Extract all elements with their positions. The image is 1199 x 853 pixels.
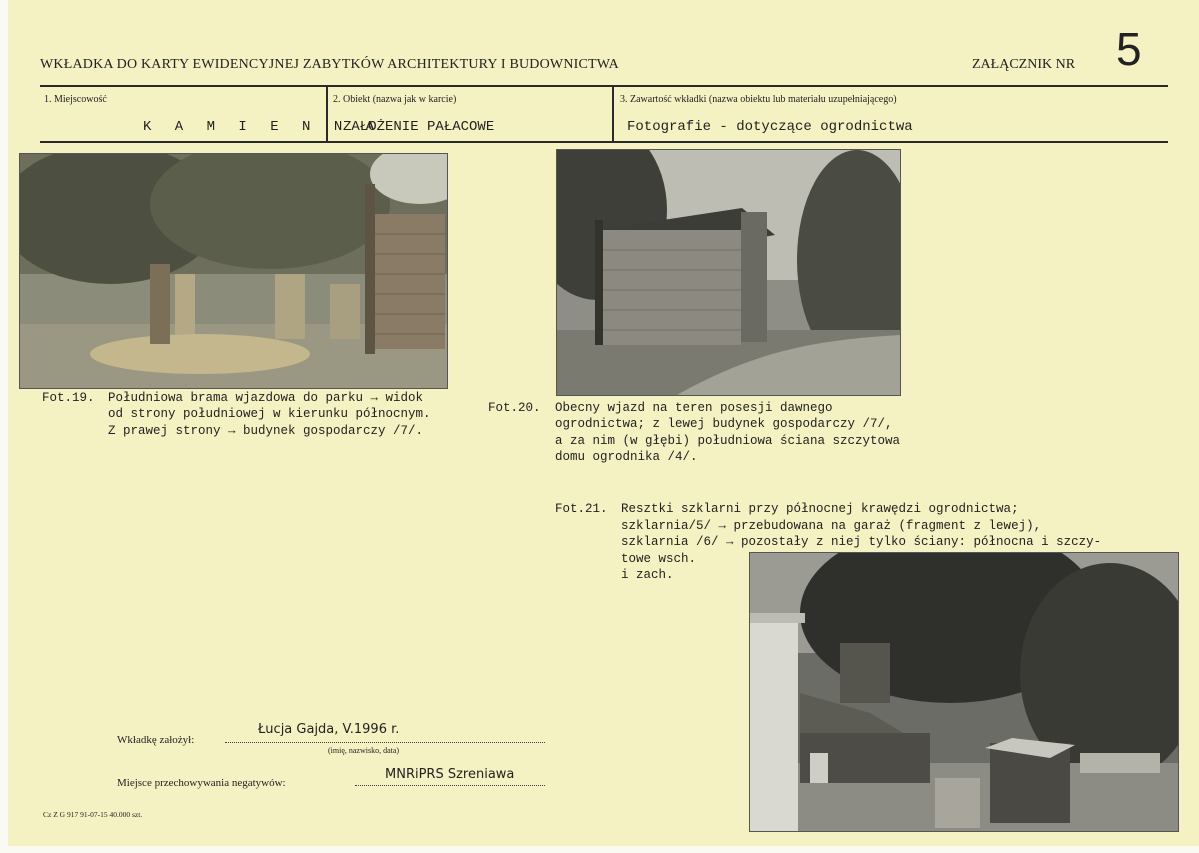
photo-20-image <box>557 150 900 395</box>
caption-fot21-line2: szklarnia/5/ → przebudowana na garaż (fragment z lewej), <box>621 519 1042 533</box>
caption-fot20-line1: Obecny wjazd na teren posesji dawnego <box>555 401 833 415</box>
storage-line <box>355 785 545 786</box>
caption-fot21-number: Fot.21. <box>555 502 608 516</box>
caption-fot20-number: Fot.20. <box>488 401 541 415</box>
content-value: Fotografie - dotyczące ogrodnictwa <box>627 119 913 135</box>
photo-21-image <box>750 553 1178 831</box>
scan-edge-left <box>0 0 8 853</box>
object-label: 2. Obiekt (nazwa jak w karcie) <box>333 94 457 105</box>
photo-19 <box>19 153 448 389</box>
field-divider-2 <box>612 87 614 141</box>
print-code: Cz Z G 917 91-07-15 40.000 szt. <box>43 810 143 819</box>
header-rule-top <box>40 85 1168 87</box>
caption-fot19-line1: Południowa brama wjazdowa do parku → widok <box>108 391 424 405</box>
photo-20 <box>556 149 901 396</box>
caption-fot21-line4: towe wsch. <box>621 552 697 566</box>
author-hint: (imię, nazwisko, data) <box>328 746 400 755</box>
scan-edge-bottom <box>0 846 1199 853</box>
caption-fot19-number: Fot.19. <box>42 391 95 405</box>
caption-fot20-line3: a za nim (w głębi) południowa ściana szczytowa <box>555 434 901 448</box>
annex-label: ZAŁĄCZNIK NR <box>972 57 1076 72</box>
author-line <box>225 742 545 743</box>
author-label: Wkładkę założył: <box>117 734 195 746</box>
header-rule-bottom <box>40 141 1168 143</box>
author-value: Łucja Gajda, V.1996 r. <box>258 722 400 737</box>
caption-fot20-line2: ogrodnictwa; z lewej budynek gospodarczy /7/, <box>555 417 893 431</box>
caption-fot21-line1: Resztki szklarni przy północnej krawędzi ogrodnictwa; <box>621 502 1019 516</box>
photo-19-image <box>20 154 447 388</box>
caption-fot19-line3: Z prawej strony → budynek gospodarczy /7/. <box>108 424 424 438</box>
caption-fot19 <box>42 390 95 406</box>
storage-label: Miejsce przechowywania negatywów: <box>117 777 286 789</box>
object-value: ZAŁOŻENIE PAŁACOWE <box>343 119 495 135</box>
content-label: 3. Zawartość wkładki (nazwa obiektu lub materiału uzupełniającego) <box>620 94 897 105</box>
caption-fot21-line3: szklarnia /6/ → pozostały z niej tylko ściany: północna i szczy- <box>621 535 1102 549</box>
caption-fot20-line4: domu ogrodnika /4/. <box>555 450 698 464</box>
annex-number: 5 <box>1116 23 1142 75</box>
place-label: 1. Miejscowość <box>44 94 107 105</box>
document-title: WKŁADKA DO KARTY EWIDENCYJNEJ ZABYTKÓW ARCHITEKTURY I BUDOWNICTWA <box>40 57 619 72</box>
caption-fot19-line2: od strony południowej w kierunku północnym. <box>108 407 431 421</box>
storage-value: MNRiPRS Szreniawa <box>385 767 515 782</box>
place-value: K A M I E N N A <box>143 119 382 135</box>
caption-fot21-line5: i zach. <box>621 568 674 582</box>
photo-21 <box>749 552 1179 832</box>
